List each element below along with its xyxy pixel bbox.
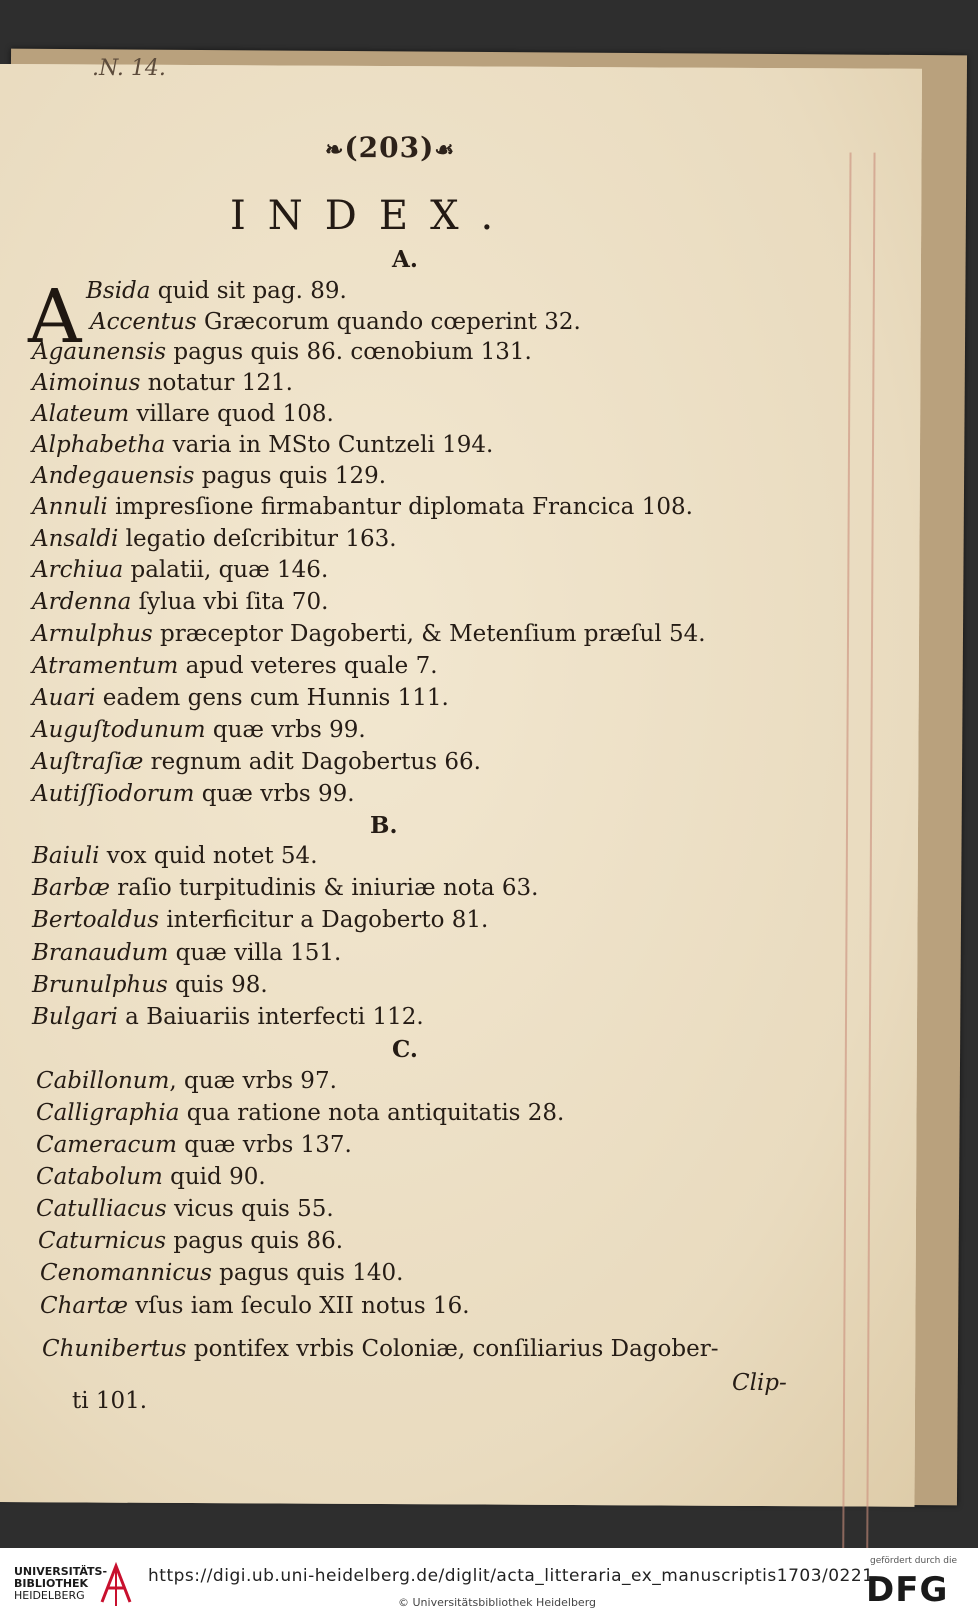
entry-text: quis 98. bbox=[167, 972, 268, 998]
index-entry bbox=[36, 1100, 564, 1126]
entry-text: pontifex vrbis Coloniæ, conſiliarius Dagober- bbox=[186, 1336, 719, 1362]
page-edge-line bbox=[866, 153, 875, 1553]
catchword: Clip- bbox=[732, 1370, 787, 1396]
permalink-url[interactable]: https://digi.ub.uni-heidelberg.de/diglit/acta_litteraria_ex_manuscriptis1703/0221 bbox=[148, 1566, 874, 1586]
index-entry bbox=[32, 401, 334, 427]
index-entry bbox=[38, 1228, 343, 1254]
entry-term: Auari bbox=[32, 685, 96, 711]
entry-text: pagus quis 129. bbox=[194, 463, 387, 489]
entry-text: regnum adit Dagobertus 66. bbox=[143, 749, 481, 775]
entry-text: a Baiuariis interfecti 112. bbox=[117, 1004, 424, 1030]
index-entry bbox=[32, 370, 293, 396]
index-entry bbox=[32, 621, 706, 647]
index-entry bbox=[32, 653, 438, 679]
entry-term: Catulliacus bbox=[36, 1196, 167, 1222]
copyright-notice: © Universitätsbibliothek Heidelberg bbox=[398, 1596, 597, 1609]
entry-text: quæ villa 151. bbox=[168, 940, 342, 966]
entry-term: Bsida bbox=[86, 278, 151, 304]
index-entry bbox=[86, 278, 347, 304]
entry-term: Chunibertus bbox=[42, 1336, 187, 1362]
entry-term: Auguſtodunum bbox=[32, 717, 206, 743]
index-entry bbox=[42, 1336, 718, 1362]
entry-text: vſus iam ſeculo XII notus 16. bbox=[127, 1293, 470, 1319]
entry-term: Andegauensis bbox=[32, 463, 195, 489]
entry-term: Calligraphia bbox=[36, 1100, 180, 1126]
entry-term: Ansaldi bbox=[32, 526, 119, 552]
entry-text: qua ratione nota antiquitatis 28. bbox=[179, 1100, 565, 1126]
index-entry bbox=[32, 781, 355, 807]
entry-text: quæ vrbs 137. bbox=[176, 1132, 352, 1158]
section-letter-c: C. bbox=[392, 1036, 418, 1063]
entry-term: Chartæ bbox=[40, 1293, 128, 1319]
entry-term: Cenomannicus bbox=[40, 1260, 212, 1286]
entry-text: palatii, quæ 146. bbox=[123, 557, 329, 583]
entry-term: Bulgari bbox=[32, 1004, 118, 1030]
section-letter-b: B. bbox=[370, 812, 398, 839]
entry-term: Ardenna bbox=[32, 589, 132, 615]
index-entry bbox=[32, 432, 493, 458]
index-entry bbox=[32, 972, 268, 998]
entry-text: varia in MSto Cuntzeli 194. bbox=[165, 432, 494, 458]
index-entry bbox=[32, 685, 449, 711]
entry-text: Græcorum quando cœperint 32. bbox=[196, 309, 581, 335]
entry-term: Cabillonum bbox=[36, 1068, 170, 1094]
entry-term: Agaunensis bbox=[32, 339, 167, 365]
entry-text: impresſione firmabantur diplomata Francica 108. bbox=[107, 494, 693, 520]
index-entry bbox=[36, 1132, 352, 1158]
index-entry bbox=[32, 557, 328, 583]
entry-text: quæ vrbs 99. bbox=[194, 781, 355, 807]
entry-text: interficitur a Dagoberto 81. bbox=[159, 907, 489, 933]
entry-term: Autiſſiodorum bbox=[32, 781, 195, 807]
index-entry bbox=[32, 940, 341, 966]
viewer-footer bbox=[0, 1548, 978, 1618]
entry-term: Barbæ bbox=[32, 875, 110, 901]
index-entry bbox=[90, 309, 581, 335]
logo-line: UNIVERSITÄTS- bbox=[14, 1565, 108, 1578]
index-entry bbox=[32, 717, 366, 743]
entry-text: vox quid notet 54. bbox=[99, 843, 318, 869]
entry-term: Accentus bbox=[90, 309, 197, 335]
dfg-logo[interactable]: DFG bbox=[866, 1570, 949, 1610]
logo-line: HEIDELBERG bbox=[14, 1589, 85, 1602]
index-entry bbox=[32, 875, 538, 901]
index-entry bbox=[32, 463, 386, 489]
entry-text: , quæ vrbs 97. bbox=[169, 1068, 337, 1094]
entry-term: Branaudum bbox=[32, 940, 169, 966]
entry-text: ſylua vbi ſita 70. bbox=[131, 589, 329, 615]
entry-text: raſio turpitudinis & iniuriæ nota 63. bbox=[109, 875, 539, 901]
funder-note: gefördert durch die bbox=[870, 1556, 957, 1566]
index-entry bbox=[40, 1293, 470, 1319]
library-logo-text[interactable] bbox=[14, 1566, 107, 1602]
shelf-mark: .N. 14. bbox=[92, 56, 166, 81]
entry-text: notatur 121. bbox=[140, 370, 293, 396]
index-entry bbox=[32, 494, 693, 520]
drop-cap: A bbox=[28, 274, 82, 360]
page-edge-line bbox=[842, 152, 851, 1552]
index-entry bbox=[32, 526, 397, 552]
entry-term: Archiua bbox=[32, 557, 124, 583]
logo-line: BIBLIOTHEK bbox=[14, 1577, 89, 1590]
entry-term: Catabolum bbox=[36, 1164, 163, 1190]
entry-term: Cameracum bbox=[36, 1132, 177, 1158]
entry-text: vicus quis 55. bbox=[166, 1196, 334, 1222]
entry-text: pagus quis 140. bbox=[211, 1260, 404, 1286]
entry-continuation: ti 101. bbox=[72, 1388, 148, 1414]
entry-term: Auſtraſiæ bbox=[32, 749, 144, 775]
library-logo-icon[interactable] bbox=[98, 1562, 134, 1608]
entry-term: Baiuli bbox=[32, 843, 100, 869]
index-entry bbox=[32, 907, 488, 933]
entry-text: quid sit pag. 89. bbox=[150, 278, 347, 304]
index-entry bbox=[40, 1260, 404, 1286]
ornament-left-icon: ❧ bbox=[324, 137, 345, 163]
entry-text: pagus quis 86. bbox=[166, 1228, 344, 1254]
page-number bbox=[300, 131, 480, 164]
index-entry bbox=[36, 1164, 266, 1190]
index-entry bbox=[32, 843, 318, 869]
entry-text: eadem gens cum Hunnis 111. bbox=[95, 685, 449, 711]
entry-text: quid 90. bbox=[162, 1164, 266, 1190]
entry-term: Aimoinus bbox=[32, 370, 141, 396]
entry-term: Arnulphus bbox=[32, 621, 153, 647]
page-number-text: (203) bbox=[344, 131, 435, 164]
ornament-right-icon: ☙ bbox=[434, 137, 456, 163]
entry-text: pagus quis 86. cœnobium 131. bbox=[166, 339, 532, 365]
entry-text: villare quod 108. bbox=[129, 401, 334, 427]
entry-text: apud veteres quale 7. bbox=[178, 653, 438, 679]
entry-text: quæ vrbs 99. bbox=[205, 717, 366, 743]
entry-term: Brunulphus bbox=[32, 972, 168, 998]
index-entry bbox=[32, 749, 481, 775]
entry-term: Atramentum bbox=[32, 653, 179, 679]
entry-term: Caturnicus bbox=[38, 1228, 167, 1254]
index-entry bbox=[32, 339, 532, 365]
index-entry bbox=[32, 1004, 424, 1030]
entry-term: Alphabetha bbox=[32, 432, 166, 458]
index-entry bbox=[36, 1068, 337, 1094]
entry-term: Alateum bbox=[32, 401, 130, 427]
entry-text: præceptor Dagoberti, & Metenſium præſul 54. bbox=[152, 621, 706, 647]
entry-term: Bertoaldus bbox=[32, 907, 160, 933]
entry-text: legatio deſcribitur 163. bbox=[118, 526, 397, 552]
index-entry bbox=[32, 589, 328, 615]
index-title: INDEX. bbox=[230, 193, 516, 239]
index-entry bbox=[36, 1196, 334, 1222]
entry-term: Annuli bbox=[32, 494, 108, 520]
section-letter-a: A. bbox=[392, 246, 418, 273]
